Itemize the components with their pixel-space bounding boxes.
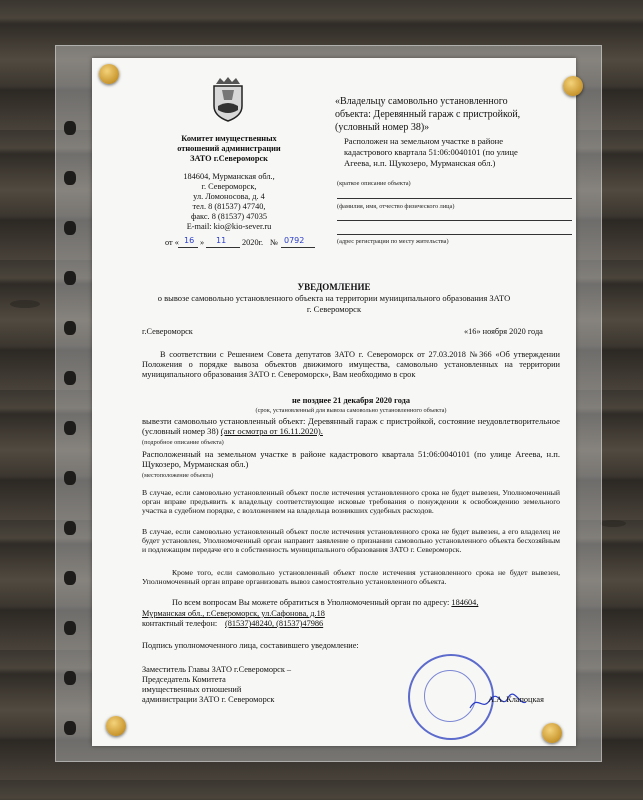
pushpin-icon [106, 716, 126, 736]
inspection-act: (акт осмотра от 16.11.2020). [220, 426, 323, 436]
document-number: 0792 [284, 236, 305, 245]
object-caption: (подробное описание объекта) [142, 439, 224, 446]
recipient-line: объекта: Деревянный гараж с пристройкой, [335, 109, 521, 120]
recipient-line: «Владельцу самовольно установленного [335, 96, 508, 107]
org-phone: тел. 8 (81537) 47740, [192, 202, 266, 211]
sleeve-hole [64, 521, 76, 535]
object-text: вывезти самовольно установленный объект: Деревянный гараж с пристройкой, состояние неудовлетворительное (условный номер 38) [142, 416, 560, 436]
deadline: не позднее 21 декабря 2020 года [292, 396, 410, 405]
recipient-line: (условный номер 38)» [335, 122, 430, 133]
deadline-caption: (срок, установленный для вывоза самовольно установленного объекта) [255, 407, 447, 414]
org-name-line: Комитет имущественных [181, 134, 277, 143]
pushpin-icon [563, 76, 583, 96]
object-description [142, 416, 560, 436]
document-title: УВЕДОМЛЕНИЕ [297, 282, 371, 292]
pushpin-icon [542, 723, 562, 743]
coat-of-arms-icon [208, 76, 248, 122]
signer-position: Председатель Комитета [142, 675, 226, 684]
pushpin-icon [99, 64, 119, 84]
signer-name: А.А. Клапоцкая [488, 695, 544, 704]
signer-position: администрации ЗАТО г. Североморск [142, 695, 275, 704]
place: г.Североморск [142, 327, 193, 336]
field-caption: (краткое описание объекта) [337, 180, 411, 187]
sleeve-hole [64, 721, 76, 735]
paragraph-removal: Кроме того, если самовольно установленный объект после истечения установленного срока не будет вывезен, Уполномоченный орган вправе организовать вывоз самостоятельно установленного объекта. [142, 568, 560, 587]
signer-position: Заместитель Главы ЗАТО г.Североморск – [142, 665, 292, 674]
sleeve-hole [64, 621, 76, 635]
recipient-line: кадастрового квартала 51:06:0040101 (по улице [344, 147, 518, 157]
document-subtitle: о вывозе самовольно установленного объекта на территории муниципального образования ЗАТО [157, 293, 511, 303]
org-address-line: 184604, Мурманская обл., [183, 172, 275, 181]
sleeve-hole [64, 221, 76, 235]
sleeve-hole [64, 671, 76, 685]
org-name-line: отношений администрации [177, 144, 281, 153]
field-caption: (адрес регистрации по месту жительства) [337, 238, 449, 245]
date-mid: » [200, 238, 205, 247]
date-year: 2020г. [242, 238, 264, 247]
sleeve-hole [64, 571, 76, 585]
org-address-line: ул. Ломоносова, д. 4 [193, 192, 265, 201]
notice-date: «16» ноября 2020 года [464, 327, 543, 336]
sleeve-hole [64, 471, 76, 485]
contact-address: 184604, [451, 598, 479, 607]
org-name-line: ЗАТО г.Североморск [190, 154, 268, 163]
notice-document [92, 58, 576, 746]
contact-phone-label: контактный телефон: [142, 619, 218, 628]
contact-phone: (81537)48240, (81537)47986 [225, 619, 324, 628]
sleeve-hole [64, 171, 76, 185]
org-address-line: г. Североморск, [201, 182, 257, 191]
signer-position: имущественных отношений [142, 685, 242, 694]
sleeve-hole [64, 121, 76, 135]
signature-label: Подпись уполномоченного лица, составившего уведомление: [142, 641, 359, 650]
location-caption: (местоположение объекта) [142, 472, 214, 479]
contact-address: Мурманская обл., г.Североморск, ул.Сафонова, д.18 [142, 609, 325, 618]
sleeve-hole [64, 321, 76, 335]
date-day: 16 [184, 236, 195, 245]
document-subtitle: г. Североморск [306, 304, 362, 314]
sleeve-hole [64, 271, 76, 285]
object-location: Расположенный на земельном участке в районе кадастрового квартала 51:06:0040101 (по улице Агеева, н.п. Щукозеро, Мурманская обл.) [142, 449, 560, 469]
org-fax: факс. 8 (81537) 47035 [190, 212, 268, 221]
org-email: E-mail: kio@kio-sever.ru [186, 222, 272, 231]
date-month: 11 [216, 236, 227, 245]
contacts-text: По всем вопросам Вы можете обратиться в Уполномоченный орган по адресу: [172, 598, 450, 607]
recipient-line: Расположен на земельном участке в районе [344, 136, 504, 146]
paragraph-contacts [142, 598, 560, 608]
date-prefix: от « [165, 238, 179, 247]
recipient-line: Агеева, н.п. Щукозеро, Мурманская обл.) [344, 158, 496, 168]
paragraph-ownerless: В случае, если самовольно установленный объект после истечения установленного срока не будет вывезен, а его владелец не будет установлен, Уполномоченный орган направит заявление о признании самовольно установленного объекта бесхозяйным и подлежащим передаче его в собственность муниципального образования ЗАТО г. Североморск. [142, 527, 560, 555]
sleeve-hole [64, 371, 76, 385]
paragraph-intro: В соответствии с Решением Совета депутатов ЗАТО г. Североморск от 27.03.2018 №366 «Об утверждении Положения о порядке вывоза объектов движимого имущества, самовольно установленных на территории муниципального образования ЗАТО г. Североморск», Вам необходимо в срок [142, 350, 560, 379]
field-caption: (фамилия, имя, отчество физического лица) [337, 203, 455, 210]
paragraph-court: В случае, если самовольно установленный объект после истечения установленного срока не будет вывезен, Уполномоченный орган вправе предъявить к владельцу соответствующие исковые требования о понуждении к освобождению земельного участка в судебном порядке, с возложением на владельца возникших судебных расходов. [142, 488, 560, 516]
sleeve-hole [64, 421, 76, 435]
number-label: № [270, 238, 278, 247]
